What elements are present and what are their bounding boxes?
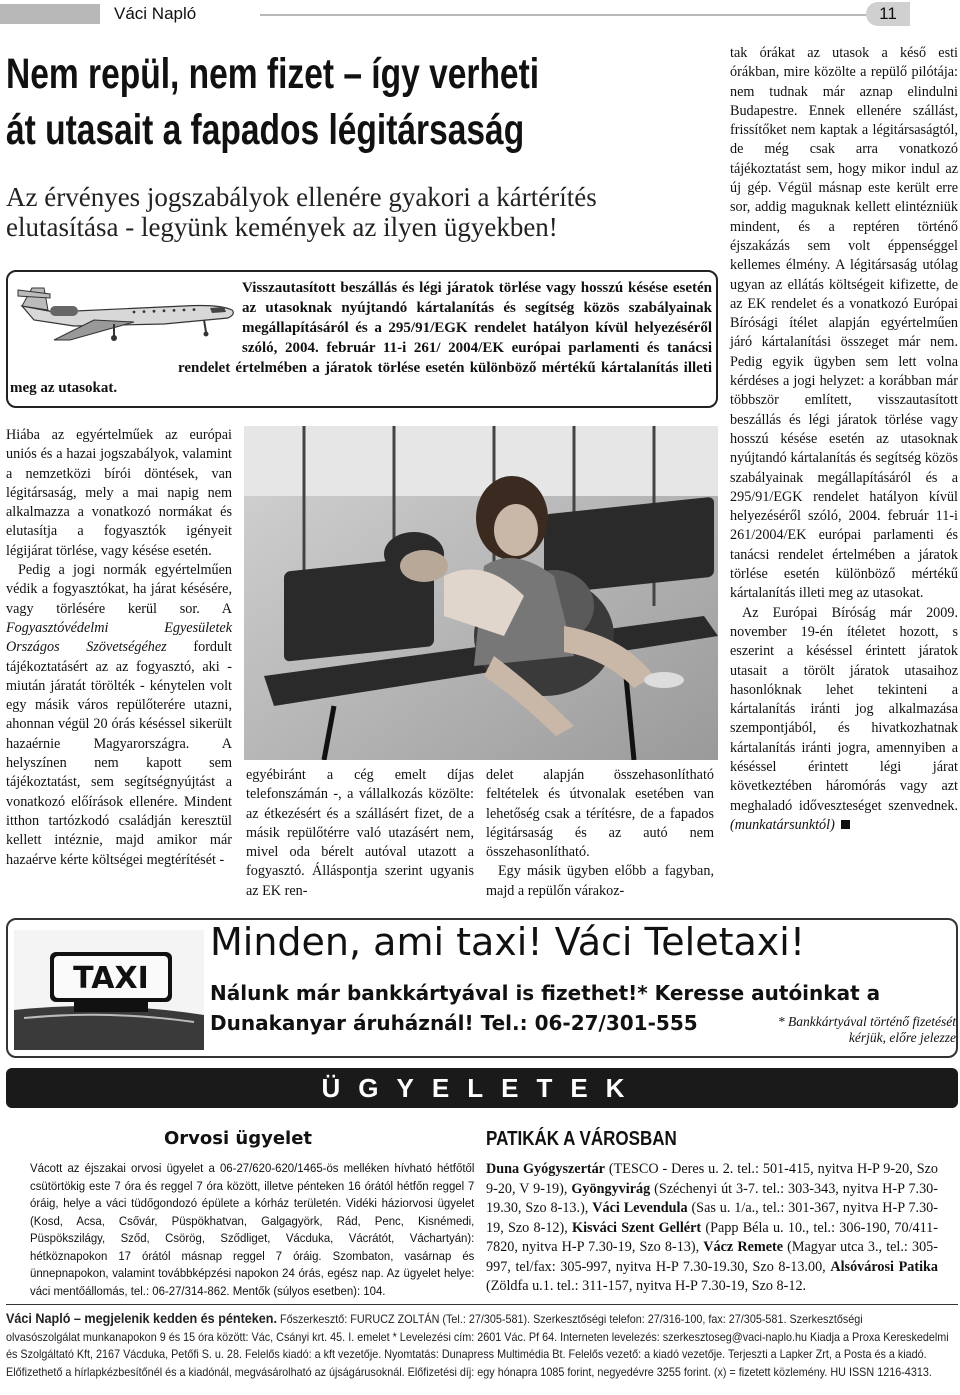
pharmacy-list — [486, 1160, 938, 1297]
col1-p2-text-a: Pedig a jogi normák egyértelműen védik a fogyasztókat, ha járat késésére, vagy törlésére kerül sor. A — [6, 562, 232, 617]
ad-line-2: Dunakanyar áruháznál! Tel.: 06-27/301-555 — [210, 1011, 698, 1035]
medical-duty-body: Vácott az éjszakai orvosi ügyelet a 06-27/620-620/1465-ös melléken hívható hétfőtől csütörtökig este 7 óra és reggel 7 óra között, illetve pénteken 16 órától hétfőn reggel 7 óráig, helye a váci tüdőgondozó épülete a kórház területén. Vidéki háziorvosi ügyelet (Kosd, Acsa, Csővár, Püspökhatvan, Galgagyörk, Rád, Penc, Kisnémedi, Püspökszilágy, Sződ, Csörög, Sződliget, Vácduka, Vácrátót, Váchartyán): hétköznapokon 17 órától másnap reggel 7 óráig. Szombaton, vasárnap és ünnepnapokon, valamint továbbképzési napokon 24 órás, egész nap. Az ügyelet helye: váci mentőállomás, tel.: 06-27/314-862. Mentők (súlyos esetben): 104. — [30, 1161, 475, 1298]
taxi-sign-text: TAXI — [73, 961, 149, 996]
pharmacy-name: Duna Gyógyszertár — [486, 1161, 605, 1177]
ad-footnote: * Bankkártyával történő fizetését kérjük, előre jelezze — [777, 1014, 956, 1045]
article-column-1 — [6, 426, 232, 870]
ad-title: Minden, ami taxi! Váci Teletaxi! — [210, 920, 806, 964]
pharmacy-name: Alsóvárosi Patika — [830, 1258, 938, 1275]
pharmacy-info: (Magyar utca 3., tel.: 305-997, tel/fax: 305-997, nyitva H-P 7.30-19.30, Szo 8-13.00, — [486, 1239, 938, 1275]
pharmacy-info: (Sas u. 1/a., tel.: 301-367, nyitva H-P 7.30-19, Szo 8-12), — [486, 1200, 938, 1236]
publication-name: Váci Napló — [100, 2, 260, 26]
col4-p2-text: Az Európai Bíróság már 2009. november 19-én ítéletet hozott, s eszerint a késéssel érintett járatok utasait a törölt járatok utasaihoz hasonlóknak lehet tekinteni a kártalanítás iránti jog alkalmazása szempontjából, és hivatkozhatnak kártalanítás iránti jogra, amennyiben a késéssel érintett légi járat következtében háromórás vagy azt meghaladó időveszteséget szenvednek. — [730, 604, 958, 814]
article-photo-sleeping-children — [244, 426, 718, 760]
publication-footer — [6, 1310, 958, 1381]
article-column-2 — [246, 766, 474, 901]
footer-line-2: olvasószolgálat munkanapokon 9 és 15 óra között: Vác, Csányi krt. 45. I. emelet * Levelezési cím: 2601 Vác. Pf 64. Interneten levelezés: szerkesztoseg@vaci-naplo.hu Kiadja a Proxa Kereskedelmi — [6, 1329, 949, 1344]
footer-lead: Váci Napló – megjelenik kedden és pénteken. — [6, 1310, 278, 1326]
pharmacy-name: Kisváci Szent Gellért — [572, 1219, 702, 1236]
footer-line-3: és Szolgáltató Kft, 2167 Vácduka, Petőfi S. u. 28. Felelős kiadó: a kft vezetője. Nyomtatás: Dunapress Multimédia Bt. Felelős vezető: a kiadó vezetője. Terjeszti a Lapker Zrt, a Posta és a kiadó. — [6, 1347, 927, 1361]
col3-paragraph-2: Egy másik ügyben előbb a fagyban, majd a repülőn várakoz- — [486, 863, 714, 899]
lead-text: Visszautasított beszállás és légi járatok törlése vagy hosszú késése esetén az utasoknak nyújtandó kártalanítás és segítség közös szabályainak megállapításáról és a 295/91/EGK rendelet hatályon kívül helyezéséről szóló, 2004. február 11-i 261/ 2004/EK európai parlamenti és tanácsi rendelet értelmében a járatok törlése esetén különböző mértékű kártalanítás illeti meg az utasokat. — [10, 280, 712, 396]
pharmacy-name: Gyöngyvirág — [571, 1180, 651, 1197]
medical-duty-title: Orvosi ügyelet — [163, 1128, 313, 1149]
col4-paragraph-2 — [730, 604, 958, 836]
duty-banner: ÜGYELETEK — [6, 1068, 958, 1108]
end-mark-icon — [841, 820, 850, 829]
header-rule — [260, 14, 880, 16]
article-headline — [6, 46, 561, 158]
col3-paragraph-1: delet alapján összehasonlítható feltételek és útvonalak esetében van lehetőség csak a térítésre, de a fapados légitársaság és az autó nem összehasonlítható. — [486, 767, 714, 861]
medical-duty-text — [30, 1160, 475, 1300]
plane-spacer — [10, 278, 242, 344]
pharmacy-info: (Papp Béla u. 10., tel.: 306-190, 70/411-7820, nyitva H-P 7.30-19, Szo 8-13), — [486, 1219, 938, 1255]
article-subheadline: Az érvényes jogszabályok ellenére gyakori a kártérítés elutasítása - legyünk kemények az ilyen ügyekben! — [6, 182, 597, 242]
pharmacy-name: Vácz Remete — [703, 1239, 784, 1255]
article-lead — [10, 278, 712, 398]
headline-line-2: át utasait a fapados légitársaság — [6, 106, 525, 154]
col1-paragraph-2 — [6, 561, 232, 870]
footer-rule — [6, 1304, 958, 1305]
ad-line-1: Nálunk már bankkártyával is fizethet!* Keresse autóinkat a — [210, 981, 881, 1005]
article-column-4 — [730, 44, 958, 835]
taxi-sign-image — [14, 930, 204, 1050]
footer-line-1 — [6, 1310, 960, 1329]
page-number: 11 — [866, 2, 910, 26]
plane-spacer-2 — [10, 344, 178, 364]
pharmacy-info: (Zöldfa u.1. tel.: 311-157, nyitva H-P 7.30-19, Szo 8-12. — [486, 1278, 807, 1294]
col1-p2-organization: Fogyasztóvédelmi Egyesületek Országos Szövetségéhez — [6, 619, 232, 656]
pharmacy-title: PATIKÁK A VÁROSBAN — [486, 1128, 677, 1150]
footer-line-4: Előfizethető a hírlapkézbesítőnél és a kiadónál, megvásárolható az újságárusoknál. Előfizetési díj: egy hónapra 1085 forint, negyedévre 3255 forint. (x) = fizetett közlemény. HU ISSN 1216-4313. — [6, 1364, 932, 1379]
pharmacy-info: (TESCO - Deres u. 2. tel.: 501-415, nyitva H-P 9-20, Szo 9-20, V 9-19), — [486, 1161, 938, 1197]
col1-paragraph-1: Hiába az egyértelműek az európai uniós és a hazai jogszabályok, valamint a nemzetközi bírói döntések, van légitársaság, mely a mai napig nem alkalmazza a vonatkozó normákat és elutasítja a fogyasztók igényeit légijárat törlése, vagy késése esetén. — [6, 427, 232, 559]
pharmacy-info: (Széchenyi út 3-7. tel.: 303-343, nyitva H-P 7.30-19.30, Szo 8-13.), — [486, 1180, 938, 1216]
col2-paragraph: egyébiránt a cég emelt díjas telefonszámán -, a vállalkozás közölte: az étkezésért és a szállásért fizet, de a másik repülőtérre való utazásért nem, mivel oda bérelt autóval utazott a fogyasztó. Álláspontja szerint ugyanis az EK ren- — [246, 767, 474, 899]
header-stripe-left — [0, 4, 100, 24]
pharmacy-name: Váci Levendula — [592, 1200, 688, 1216]
col4-paragraph-1: tak órákat az utasok a késő esti órákban, mire közölte a repülő pilótája: nem tudnak már aznap elindulni Budapestre. Ennek ellenére szállást, frissítőket nem kaptak a légitársaságtól, de még csak arra vonatkozó tájékoztatást sem, hogy mikor indul az új gép. Végül másnap este került erre sor, addig maguknak kellett elintézniük mindent, és a reptéren történő éjszakázás sem volt éppenséggel kellemes élmény. A légitársaság utólag ugyan az ellátás költségeit kifizette, de az EK rendelet és a vonatkozó Európai Bírósági ítélet alapján egyértelműen járó kártalanítási összeget már nem. Pedig egyik ügyben sem lett volna kérdéses a jogi helyzet: a korábban már többször említett, visszautasított beszállás és légi járatok törlése vagy hosszú késése esetén az utasoknak nyújtandó kártalanítás és segítség közös szabályainak megállapításáról és a 295/91/EGK rendelet hatályon kívül helyezéséről szóló, 2004. február 11-i 261/2004/EK európai parlamenti és tanácsi rendelet értelmében a járatok törlése esetén különböző mértékű kártalanítás illeti meg az utasokat. — [730, 45, 958, 602]
footer-masthead: Főszerkesztő: FURUCZ ZOLTÁN (Tel.: 27/305-581). Szerkesztőségi telefon: 27/316-100, fax: 27/305-581. Szerkesztőségi — [277, 1312, 863, 1326]
headline-line-1: Nem repül, nem fizet – így verheti — [6, 50, 540, 98]
article-signature: (munkatársunktól) — [730, 816, 835, 833]
col1-p2-text-b: fordult tájékoztatásért az az fogyasztó, aki - miután járatát törölték - kénytelen volt egy másik város repülőterére utazni, ahonnan végül 20 órás késéssel sikerült hazaérnie Magyarországra. A helyszínen nem kapott sem tájékoztatást, sem segítségnyújtást a vonatkozó előírások ellenére. Mindent itthon tartózkodó családján keresztül kellett intéznie, majd amikor már hazaérve kérte költségei megtérítését - — [6, 639, 232, 868]
article-column-3 — [486, 766, 714, 901]
